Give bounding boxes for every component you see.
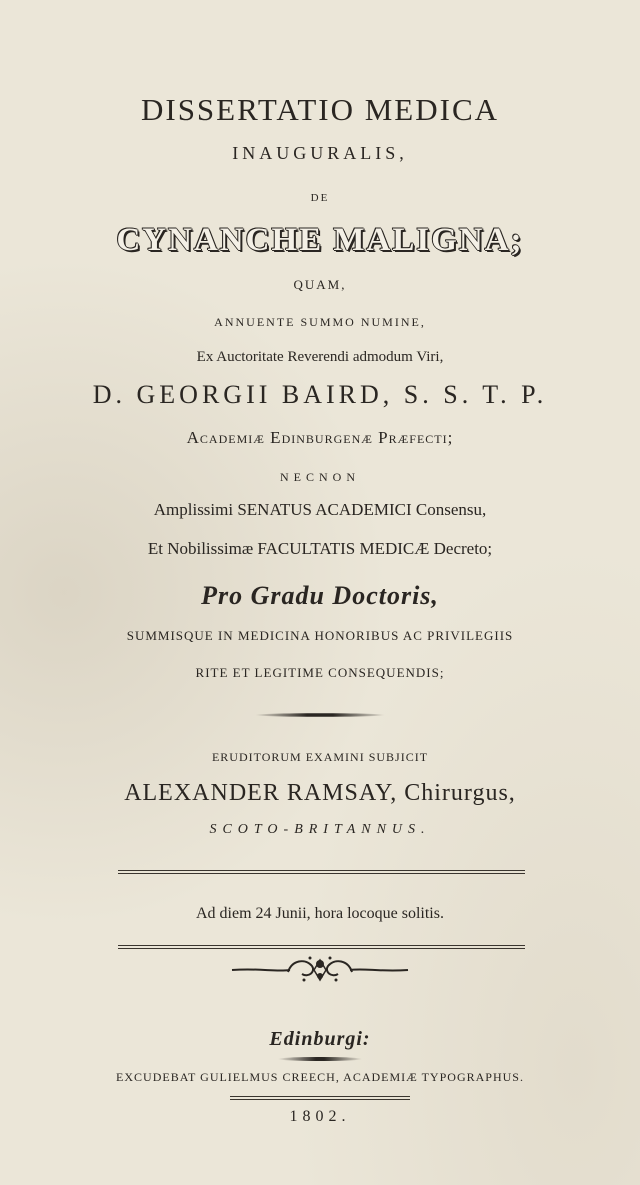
facultatis-line: Et Nobilissimæ FACULTATIS MEDICÆ Decreto; <box>147 539 493 558</box>
author-origin: SCOTO-BRITANNUS. <box>209 822 431 837</box>
senatus-line: Amplissimi SENATUS ACADEMICI Consensu, <box>153 500 487 519</box>
date-line: Ad diem 24 Junii, hora locoque solitis. <box>196 905 444 922</box>
principal-name: D. GEORGII BAIRD, S. S. T. P. <box>92 380 548 409</box>
summisque-line: SUMMISQUE IN MEDICINA HONORIBUS AC PRIVILEGIIS <box>126 628 514 643</box>
annuente-line: ANNUENTE SUMMO NUMINE, <box>214 315 426 329</box>
rite-line: RITE ET LEGITIME CONSEQUENDIS; <box>195 665 445 680</box>
necnon-word: NECNON <box>280 470 360 484</box>
pro-gradu-line: Pro Gradu Doctoris, <box>201 581 439 610</box>
de-word: DE <box>310 192 330 204</box>
dissertation-subtitle: INAUGURALIS, <box>232 143 408 163</box>
quam-word: QUAM, <box>293 277 347 292</box>
small-swelled-rule <box>278 1057 362 1061</box>
printer-ornament-icon <box>230 950 410 990</box>
author-name: ALEXANDER RAMSAY, Chirurgus, <box>124 780 516 806</box>
dissertation-topic: CYNANCHE MALIGNA; <box>116 222 524 258</box>
imprint-place: Edinburgi: <box>269 1028 371 1050</box>
year-rule <box>230 1096 410 1100</box>
eruditorum-line: ERUDITORUM EXAMINI SUBJICIT <box>211 750 429 764</box>
imprint-year: 1802. <box>289 1108 351 1125</box>
double-rule-bottom <box>118 945 525 949</box>
dissertation-title: DISSERTATIO MEDICA <box>140 92 500 127</box>
double-rule-top <box>118 870 525 874</box>
printer-line: EXCUDEBAT GULIELMUS CREECH, ACADEMIÆ TYPOGRAPHUS. <box>116 1070 524 1084</box>
academiae-line: Academiæ Edinburgenæ Præfecti; <box>186 428 454 447</box>
ex-auctoritate-line: Ex Auctoritate Reverendi admodum Viri, <box>196 349 444 365</box>
swelled-rule <box>255 713 385 717</box>
